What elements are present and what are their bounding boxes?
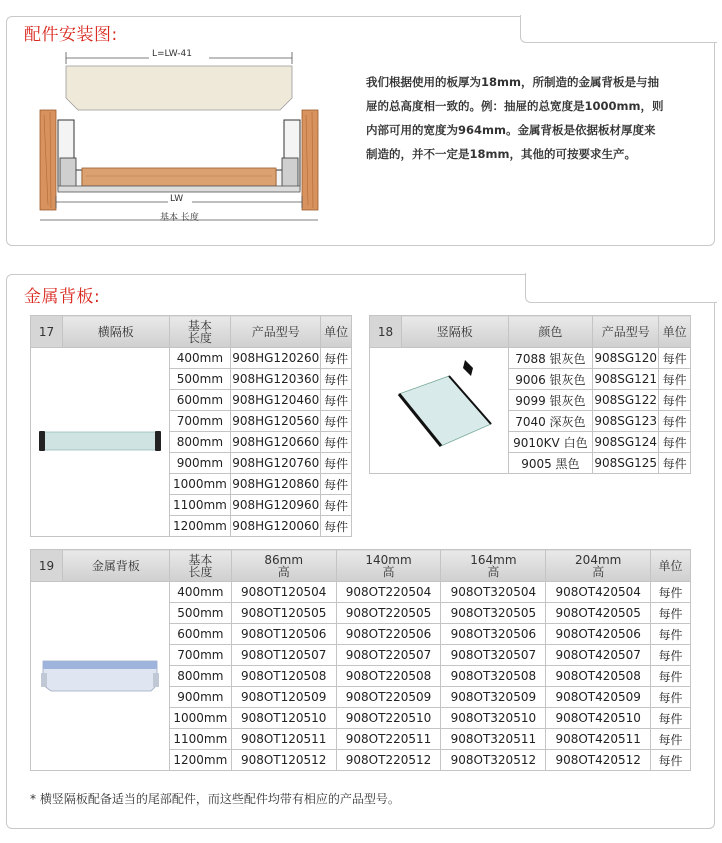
col-unit: 单位 <box>659 316 691 348</box>
col-length: 基本 长度 <box>169 550 231 582</box>
table-row: 400mm 908HG120260 每件 <box>31 348 352 369</box>
table-row: 600mm 908OT120506 908OT220506 908OT320506 908OT420506 每件 <box>31 624 691 645</box>
table-row: 900mm 908OT120509 908OT220509 908OT320509 908OT420509 每件 <box>31 687 691 708</box>
table-row: 900mm 908HG120760 每件 <box>31 453 352 474</box>
table-horizontal-divider <box>30 315 352 537</box>
table-row: 9099 银灰色 908SG122 每件 <box>370 390 691 411</box>
vertical-divider-image <box>370 348 509 474</box>
horizontal-divider-icon <box>37 426 163 456</box>
table-metal-back-panel <box>30 549 691 771</box>
table-row: 7088 银灰色 908SG120 每件 <box>370 348 691 369</box>
col-height-86: 86mm 高 <box>231 550 336 582</box>
table-number: 17 <box>31 316 63 348</box>
table-vertical-divider <box>369 315 691 474</box>
table-number: 19 <box>31 550 63 582</box>
metal-back-panel-icon <box>37 655 163 695</box>
table-row: 1000mm 908OT120510 908OT220510 908OT320510 908OT420510 每件 <box>31 708 691 729</box>
table-row: 9010KV 白色 908SG124 每件 <box>370 432 691 453</box>
col-color: 颜色 <box>508 316 593 348</box>
table-row: 9006 银灰色 908SG121 每件 <box>370 369 691 390</box>
table-row: 700mm 908HG120560 每件 <box>31 411 352 432</box>
dimension-label-bottom: LW <box>170 194 184 204</box>
dimension-caption: 基本 长度 <box>160 213 199 223</box>
footnote: * 横竖隔板配备适当的尾部配件，而这些配件均带有相应的产品型号。 <box>30 792 400 806</box>
section-title-metal: 金属背板: <box>20 282 104 307</box>
table-row: 1200mm 908OT120512 908OT220512 908OT320512 908OT420512 每件 <box>31 750 691 771</box>
col-height-164: 164mm 高 <box>441 550 546 582</box>
vertical-divider-icon <box>379 354 499 464</box>
install-description: 我们根据使用的板厚为18mm，所制造的金属背板是与抽屉的总高度相一致的。例：抽屉的总宽度是1000mm，则内部可用的宽度为964mm。金属背板是依据板材厚度来制造的，并不一定是18mm，其他的可按要求生产。 <box>366 75 664 161</box>
section-title-install: 配件安装图: <box>20 20 122 45</box>
col-model: 产品型号 <box>231 316 321 348</box>
table-number: 18 <box>370 316 402 348</box>
col-height-204: 204mm 高 <box>546 550 651 582</box>
table-row: 1100mm 908HG120960 每件 <box>31 495 352 516</box>
product-name: 金属背板 <box>62 550 169 582</box>
table-row: 800mm 908OT120508 908OT220508 908OT320508 908OT420508 每件 <box>31 666 691 687</box>
table-row: 400mm 908OT120504 908OT220504 908OT320504 908OT420504 每件 <box>31 582 691 603</box>
col-height-140: 140mm 高 <box>336 550 441 582</box>
table-row: 7040 深灰色 908SG123 每件 <box>370 411 691 432</box>
col-model: 产品型号 <box>593 316 659 348</box>
table-row: 500mm 908HG120360 每件 <box>31 369 352 390</box>
dimension-label-top: L=LW-41 <box>152 49 192 59</box>
table-row: 700mm 908OT120507 908OT220507 908OT320507 908OT420507 每件 <box>31 645 691 666</box>
table-row: 1000mm 908HG120860 每件 <box>31 474 352 495</box>
col-unit: 单位 <box>651 550 691 582</box>
table-row: 600mm 908HG120460 每件 <box>31 390 352 411</box>
table-row: 800mm 908HG120660 每件 <box>31 432 352 453</box>
product-name: 竖隔板 <box>401 316 508 348</box>
product-name: 横隔板 <box>62 316 169 348</box>
table-row: 9005 黑色 908SG125 每件 <box>370 453 691 474</box>
col-unit: 单位 <box>321 316 352 348</box>
table-row: 1100mm 908OT120511 908OT220511 908OT320511 908OT420511 每件 <box>31 729 691 750</box>
metal-back-panel-image <box>31 582 170 771</box>
table-row: 500mm 908OT120505 908OT220505 908OT320505 908OT420505 每件 <box>31 603 691 624</box>
col-length: 基本 长度 <box>169 316 231 348</box>
horizontal-divider-image <box>31 348 170 537</box>
table-row: 1200mm 908HG120060 每件 <box>31 516 352 537</box>
